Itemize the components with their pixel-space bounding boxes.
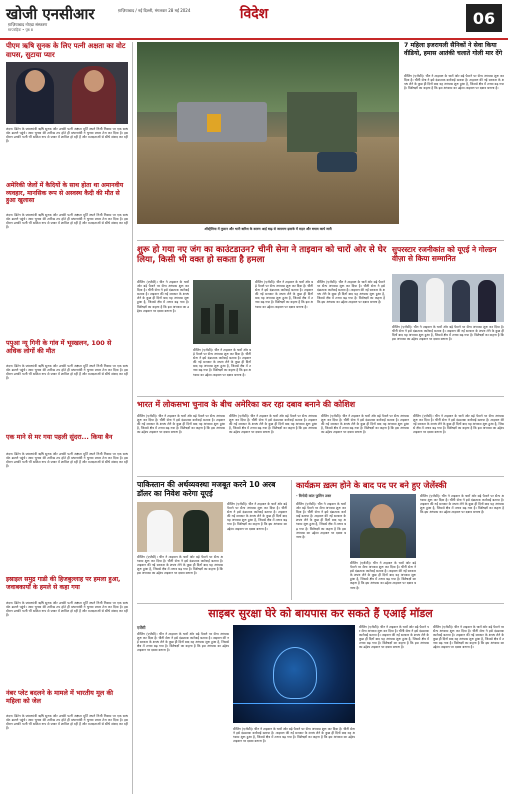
story-title-us-prisons: अमेरिकी जेलों में कैदियों के साथ होता था अमानवीय व्यवहार, मानसिक रूप से अस्वस्थ कैदी की मौत से हुआ खुलासा: [6, 182, 124, 204]
flood-photo-caption: ऑस्ट्रेलिया में तूफान और भारी बारिश के कारण आई बाढ़ से जलमग्न इलाके में राहत और बचाव कार्य जारी: [204, 227, 332, 231]
story-body-us-prisons: लंदन। ब्रिटेन के प्रधानमंत्री ऋषि सुनक और उनकी पत्नी अक्षता मूर्ति अपने निजी निवास पर एक साथ वोट डालने पहुंचे। आम चुनाव की तारीख तय होते ही प्रधानमंत्री ने चुनाव प्रचार तेज कर दिया है। इस दौरान उनकी पत्नी भी सक्रिय रूप से प्रचार में शामिल हो रही हैं और मतदाताओं से सीधे संवाद कर रही हैं।: [6, 213, 128, 230]
story-title-israeli-soldiers: 7 महिला इजरायली सैनिकों ने सेवा किया वीडियो, हमास आतंकी चलाते गोली मार देंगे: [404, 42, 503, 57]
story-body-pakistan-2: बीजिंग (एजेंसी)। चीन ने ताइवान के चारों ओर बड़े पैमाने पर सैन्य अभ्यास शुरू कर दिया है। चीनी सेना ने इसे दंडात्मक कार्रवाई बताया है। ताइवान की नई सरकार के शपथ लेने के कुछ ही दिनों बाद यह अभ्यास शुरू हुआ है, जिससे क्षेत्र में तनाव बढ़ गया है। विशेषज्ञों का कहना है कि इस अभ्यास का उद्देश्य ताइवान पर दबाव बनाना है।: [227, 502, 287, 531]
story-body-china-2: बीजिंग (एजेंसी)। चीन ने ताइवान के चारों ओर बड़े पैमाने पर सैन्य अभ्यास शुरू कर दिया है। चीनी सेना ने इसे दंडात्मक कार्रवाई बताया है। ताइवान की नई सरकार के शपथ लेने के कुछ ही दिनों बाद यह अभ्यास शुरू हुआ है, जिससे क्षेत्र में तनाव बढ़ गया है। विशेषज्ञों का कहना है कि इस अभ्यास का उद्देश्य ताइवान पर दबाव बनाना है।: [193, 348, 251, 377]
story-title-pakistan: पाकिस्तान की अर्थव्यवस्था मजबूत करने 10 अरब डॉलर का निवेश करेगा यूएई: [137, 480, 276, 499]
story-body-cyber-2: बीजिंग (एजेंसी)। चीन ने ताइवान के चारों ओर बड़े पैमाने पर सैन्य अभ्यास शुरू कर दिया है। चीनी सेना ने इसे दंडात्मक कार्रवाई बताया है। ताइवान की नई सरकार के शपथ लेने के कुछ ही दिनों बाद यह अभ्यास शुरू हुआ है, जिससे क्षेत्र में तनाव बढ़ गया है। विशेषज्ञों का कहना है कि इस अभ्यास का उद्देश्य ताइवान पर दबाव बनाना है।: [233, 727, 355, 744]
edition-sub-label: साप्ताहिक • पृष्ठ 8: [8, 28, 34, 32]
date-line: ग़ाज़ियाबाद / नई दिल्ली, मंगलवार 28 मई 2024: [118, 8, 191, 13]
story-body-china-4: बीजिंग (एजेंसी)। चीन ने ताइवान के चारों ओर बड़े पैमाने पर सैन्य अभ्यास शुरू कर दिया है। चीनी सेना ने इसे दंडात्मक कार्रवाई बताया है। ताइवान की नई सरकार के शपथ लेने के कुछ ही दिनों बाद यह अभ्यास शुरू हुआ है, जिससे क्षेत्र में तनाव बढ़ गया है। विशेषज्ञों का कहना है कि इस अभ्यास का उद्देश्य ताइवान पर दबाव बनाना है।: [317, 280, 385, 305]
edition-label: ग़ाज़ियाबाद नोएडा संस्करण: [8, 22, 48, 27]
story-title-india-us: भारत में लोकसभा चुनाव के बीच अमेरिका कर रहा दबाव बनाने की कोशिश: [137, 400, 356, 409]
story-body-cyber-3: बीजिंग (एजेंसी)। चीन ने ताइवान के चारों ओर बड़े पैमाने पर सैन्य अभ्यास शुरू कर दिया है। चीनी सेना ने इसे दंडात्मक कार्रवाई बताया है। ताइवान की नई सरकार के शपथ लेने के कुछ ही दिनों बाद यह अभ्यास शुरू हुआ है, जिससे क्षेत्र में तनाव बढ़ गया है। विशेषज्ञों का कहना है कि इस अभ्यास का उद्देश्य ताइवान पर दबाव बनाना है।: [359, 625, 429, 650]
story-body-papua: लंदन। ब्रिटेन के प्रधानमंत्री ऋषि सुनक और उनकी पत्नी अक्षता मूर्ति अपने निजी निवास पर एक साथ वोट डालने पहुंचे। आम चुनाव की तारीख तय होते ही प्रधानमंत्री ने चुनाव प्रचार तेज कर दिया है। इस दौरान उनकी पत्नी भी सक्रिय रूप से प्रचार में शामिल हो रही हैं और मतदाताओं से सीधे संवाद कर रही हैं।: [6, 364, 128, 381]
cyber-byline: एजेंसी: [137, 625, 146, 630]
story-body-india-us-2: बीजिंग (एजेंसी)। चीन ने ताइवान के चारों ओर बड़े पैमाने पर सैन्य अभ्यास शुरू कर दिया है। चीनी सेना ने इसे दंडात्मक कार्रवाई बताया है। ताइवान की नई सरकार के शपथ लेने के कुछ ही दिनों बाद यह अभ्यास शुरू हुआ है, जिससे क्षेत्र में तनाव बढ़ गया है। विशेषज्ञों का कहना है कि इस अभ्यास का उद्देश्य ताइवान पर दबाव बनाना है।: [229, 414, 317, 435]
column-divider: [291, 480, 292, 600]
story-title-number-plate: नंबर प्लेट बदलने के मामले में भारतीय मूल की महिला को जेल: [6, 689, 114, 705]
story-title-ban: एक माने से मर गया पहली सुंदरा... किया बैन: [6, 433, 113, 441]
story-body-cyber-4: बीजिंग (एजेंसी)। चीन ने ताइवान के चारों ओर बड़े पैमाने पर सैन्य अभ्यास शुरू कर दिया है। चीनी सेना ने इसे दंडात्मक कार्रवाई बताया है। ताइवान की नई सरकार के शपथ लेने के कुछ ही दिनों बाद यह अभ्यास शुरू हुआ है, जिससे क्षेत्र में तनाव बढ़ गया है। विशेषज्ञों का कहना है कि इस अभ्यास का उद्देश्य ताइवान पर दबाव बनाना है।: [433, 625, 504, 650]
story-body-pakistan-1: बीजिंग (एजेंसी)। चीन ने ताइवान के चारों ओर बड़े पैमाने पर सैन्य अभ्यास शुरू कर दिया है। चीनी सेना ने इसे दंडात्मक कार्रवाई बताया है। ताइवान की नई सरकार के शपथ लेने के कुछ ही दिनों बाद यह अभ्यास शुरू हुआ है, जिससे क्षेत्र में तनाव बढ़ गया है। विशेषज्ञों का कहना है कि इस अभ्यास का उद्देश्य ताइवान पर दबाव बनाना है।: [137, 555, 223, 576]
section-title: विदेश: [239, 6, 269, 22]
story-title-zelensky: कार्यक्रम ख़त्म होने के बाद पद पर बने हुए जेलेंस्की: [296, 480, 447, 490]
horizontal-rule: [137, 240, 504, 241]
story-title-china-taiwan: शुरू हो गया नए जंग का काउंटडाउन? चीनी सेना ने ताइवान को चारों ओर से घेर लिया, किसी भी वक्त हो सकता है हमला: [137, 245, 387, 266]
zelensky-byline: - विनोदी कांत फुलिन उक्त: [296, 494, 332, 498]
story-body-india-us-4: बीजिंग (एजेंसी)। चीन ने ताइवान के चारों ओर बड़े पैमाने पर सैन्य अभ्यास शुरू कर दिया है। चीनी सेना ने इसे दंडात्मक कार्रवाई बताया है। ताइवान की नई सरकार के शपथ लेने के कुछ ही दिनों बाद यह अभ्यास शुरू हुआ है, जिससे क्षेत्र में तनाव बढ़ गया है। विशेषज्ञों का कहना है कि इस अभ्यास का उद्देश्य ताइवान पर दबाव बनाना है।: [413, 414, 504, 435]
story-title-sunak: पीएम ऋषि सुनक के लिए पत्नी अक्षता का वोट वापस, सुटाया प्यार: [6, 42, 126, 59]
story-body-rajinikanth: बीजिंग (एजेंसी)। चीन ने ताइवान के चारों ओर बड़े पैमाने पर सैन्य अभ्यास शुरू कर दिया है। चीनी सेना ने इसे दंडात्मक कार्रवाई बताया है। ताइवान की नई सरकार के शपथ लेने के कुछ ही दिनों बाद यह अभ्यास शुरू हुआ है, जिससे क्षेत्र में तनाव बढ़ गया है। विशेषज्ञों का कहना है कि इस अभ्यास का उद्देश्य ताइवान पर दबाव बनाना है।: [392, 325, 504, 342]
story-body-china-3: बीजिंग (एजेंसी)। चीन ने ताइवान के चारों ओर बड़े पैमाने पर सैन्य अभ्यास शुरू कर दिया है। चीनी सेना ने इसे दंडात्मक कार्रवाई बताया है। ताइवान की नई सरकार के शपथ लेने के कुछ ही दिनों बाद यह अभ्यास शुरू हुआ है, जिससे क्षेत्र में तनाव बढ़ गया है। विशेषज्ञों का कहना है कि इस अभ्यास का उद्देश्य ताइवान पर दबाव बनाना है।: [255, 280, 313, 309]
story-title-cyber: साइबर सुरक्षा घेरे को बायपास कर सकते हैं एआई मॉडल: [208, 607, 433, 620]
masthead: [0, 0, 508, 40]
story-body-israeli-soldiers: बीजिंग (एजेंसी)। चीन ने ताइवान के चारों ओर बड़े पैमाने पर सैन्य अभ्यास शुरू कर दिया है। चीनी सेना ने इसे दंडात्मक कार्रवाई बताया है। ताइवान की नई सरकार के शपथ लेने के कुछ ही दिनों बाद यह अभ्यास शुरू हुआ है, जिससे क्षेत्र में तनाव बढ़ गया है। विशेषज्ञों का कहना है कि इस अभ्यास का उद्देश्य ताइवान पर दबाव बनाना है।: [404, 74, 504, 91]
story-body-india-us-3: बीजिंग (एजेंसी)। चीन ने ताइवान के चारों ओर बड़े पैमाने पर सैन्य अभ्यास शुरू कर दिया है। चीनी सेना ने इसे दंडात्मक कार्रवाई बताया है। ताइवान की नई सरकार के शपथ लेने के कुछ ही दिनों बाद यह अभ्यास शुरू हुआ है, जिससे क्षेत्र में तनाव बढ़ गया है। विशेषज्ञों का कहना है कि इस अभ्यास का उद्देश्य ताइवान पर दबाव बनाना है।: [321, 414, 409, 435]
horizontal-rule: [137, 603, 504, 604]
china-military-photo: [193, 280, 251, 344]
zelensky-photo: [350, 494, 416, 558]
column-divider: [132, 42, 133, 794]
story-body-ban: लंदन। ब्रिटेन के प्रधानमंत्री ऋषि सुनक और उनकी पत्नी अक्षता मूर्ति अपने निजी निवास पर एक साथ वोट डालने पहुंचे। आम चुनाव की तारीख तय होते ही प्रधानमंत्री ने चुनाव प्रचार तेज कर दिया है। इस दौरान उनकी पत्नी भी सक्रिय रूप से प्रचार में शामिल हो रही हैं और मतदाताओं से सीधे संवाद कर रही हैं।: [6, 452, 128, 469]
page-number: 06: [466, 4, 502, 32]
cyber-ai-photo: [233, 625, 355, 723]
story-body-sunak: लंदन। ब्रिटेन के प्रधानमंत्री ऋषि सुनक और उनकी पत्नी अक्षता मूर्ति अपने निजी निवास पर एक साथ वोट डालने पहुंचे। आम चुनाव की तारीख तय होते ही प्रधानमंत्री ने चुनाव प्रचार तेज कर दिया है। इस दौरान उनकी पत्नी भी सक्रिय रूप से प्रचार में शामिल हो रही हैं और मतदाताओं से सीधे संवाद कर रही हैं।: [6, 127, 128, 144]
story-body-number-plate: लंदन। ब्रिटेन के प्रधानमंत्री ऋषि सुनक और उनकी पत्नी अक्षता मूर्ति अपने निजी निवास पर एक साथ वोट डालने पहुंचे। आम चुनाव की तारीख तय होते ही प्रधानमंत्री ने चुनाव प्रचार तेज कर दिया है। इस दौरान उनकी पत्नी भी सक्रिय रूप से प्रचार में शामिल हो रही हैं और मतदाताओं से सीधे संवाद कर रही हैं।: [6, 714, 128, 731]
rajinikanth-photo: [392, 274, 504, 322]
newspaper-logo: खोजी एनसीआर: [6, 5, 95, 23]
story-body-china-1: बीजिंग (एजेंसी)। चीन ने ताइवान के चारों ओर बड़े पैमाने पर सैन्य अभ्यास शुरू कर दिया है। चीनी सेना ने इसे दंडात्मक कार्रवाई बताया है। ताइवान की नई सरकार के शपथ लेने के कुछ ही दिनों बाद यह अभ्यास शुरू हुआ है, जिससे क्षेत्र में तनाव बढ़ गया है। विशेषज्ञों का कहना है कि इस अभ्यास का उद्देश्य ताइवान पर दबाव बनाना है।: [137, 280, 189, 313]
story-title-papua: पपुआ न्यू गिनी के गांव में भूस्खलन, 100 से अधिक लोगों की मौत: [6, 339, 112, 355]
horizontal-rule: [137, 396, 504, 397]
sunak-photo: [6, 62, 128, 124]
horizontal-rule: [137, 476, 504, 477]
story-body-zelensky-2: बीजिंग (एजेंसी)। चीन ने ताइवान के चारों ओर बड़े पैमाने पर सैन्य अभ्यास शुरू कर दिया है। चीनी सेना ने इसे दंडात्मक कार्रवाई बताया है। ताइवान की नई सरकार के शपथ लेने के कुछ ही दिनों बाद यह अभ्यास शुरू हुआ है, जिससे क्षेत्र में तनाव बढ़ गया है। विशेषज्ञों का कहना है कि इस अभ्यास का उद्देश्य ताइवान पर दबाव बनाना है।: [350, 561, 416, 590]
story-title-rajinikanth: सुपरस्टार रजनीकांत को यूएई ने गोल्डन वीज़ा से किया सम्मानित: [392, 245, 497, 263]
story-body-india-us-1: बीजिंग (एजेंसी)। चीन ने ताइवान के चारों ओर बड़े पैमाने पर सैन्य अभ्यास शुरू कर दिया है। चीनी सेना ने इसे दंडात्मक कार्रवाई बताया है। ताइवान की नई सरकार के शपथ लेने के कुछ ही दिनों बाद यह अभ्यास शुरू हुआ है, जिससे क्षेत्र में तनाव बढ़ गया है। विशेषज्ञों का कहना है कि इस अभ्यास का उद्देश्य ताइवान पर दबाव बनाना है।: [137, 414, 225, 435]
story-body-zelensky-3: बीजिंग (एजेंसी)। चीन ने ताइवान के चारों ओर बड़े पैमाने पर सैन्य अभ्यास शुरू कर दिया है। चीनी सेना ने इसे दंडात्मक कार्रवाई बताया है। ताइवान की नई सरकार के शपथ लेने के कुछ ही दिनों बाद यह अभ्यास शुरू हुआ है, जिससे क्षेत्र में तनाव बढ़ गया है। विशेषज्ञों का कहना है कि इस अभ्यास का उद्देश्य ताइवान पर दबाव बनाना है।: [420, 494, 504, 515]
flood-photo: [137, 42, 399, 224]
story-title-israel: इस्राइल समुद्र गाडी की हिजबुल्लाह पर हमला हुआ, जवाबकार्यों के हमले से कहा गया: [6, 576, 121, 591]
story-body-israel: लंदन। ब्रिटेन के प्रधानमंत्री ऋषि सुनक और उनकी पत्नी अक्षता मूर्ति अपने निजी निवास पर एक साथ वोट डालने पहुंचे। आम चुनाव की तारीख तय होते ही प्रधानमंत्री ने चुनाव प्रचार तेज कर दिया है। इस दौरान उनकी पत्नी भी सक्रिय रूप से प्रचार में शामिल हो रही हैं और मतदाताओं से सीधे संवाद कर रही हैं।: [6, 601, 128, 618]
story-body-cyber-1: बीजिंग (एजेंसी)। चीन ने ताइवान के चारों ओर बड़े पैमाने पर सैन्य अभ्यास शुरू कर दिया है। चीनी सेना ने इसे दंडात्मक कार्रवाई बताया है। ताइवान की नई सरकार के शपथ लेने के कुछ ही दिनों बाद यह अभ्यास शुरू हुआ है, जिससे क्षेत्र में तनाव बढ़ गया है। विशेषज्ञों का कहना है कि इस अभ्यास का उद्देश्य ताइवान पर दबाव बनाना है।: [137, 632, 229, 653]
pakistan-uae-photo: [137, 502, 223, 552]
story-body-zelensky-1: बीजिंग (एजेंसी)। चीन ने ताइवान के चारों ओर बड़े पैमाने पर सैन्य अभ्यास शुरू कर दिया है। चीनी सेना ने इसे दंडात्मक कार्रवाई बताया है। ताइवान की नई सरकार के शपथ लेने के कुछ ही दिनों बाद यह अभ्यास शुरू हुआ है, जिससे क्षेत्र में तनाव बढ़ गया है। विशेषज्ञों का कहना है कि इस अभ्यास का उद्देश्य ताइवान पर दबाव बनाना है।: [296, 502, 346, 539]
